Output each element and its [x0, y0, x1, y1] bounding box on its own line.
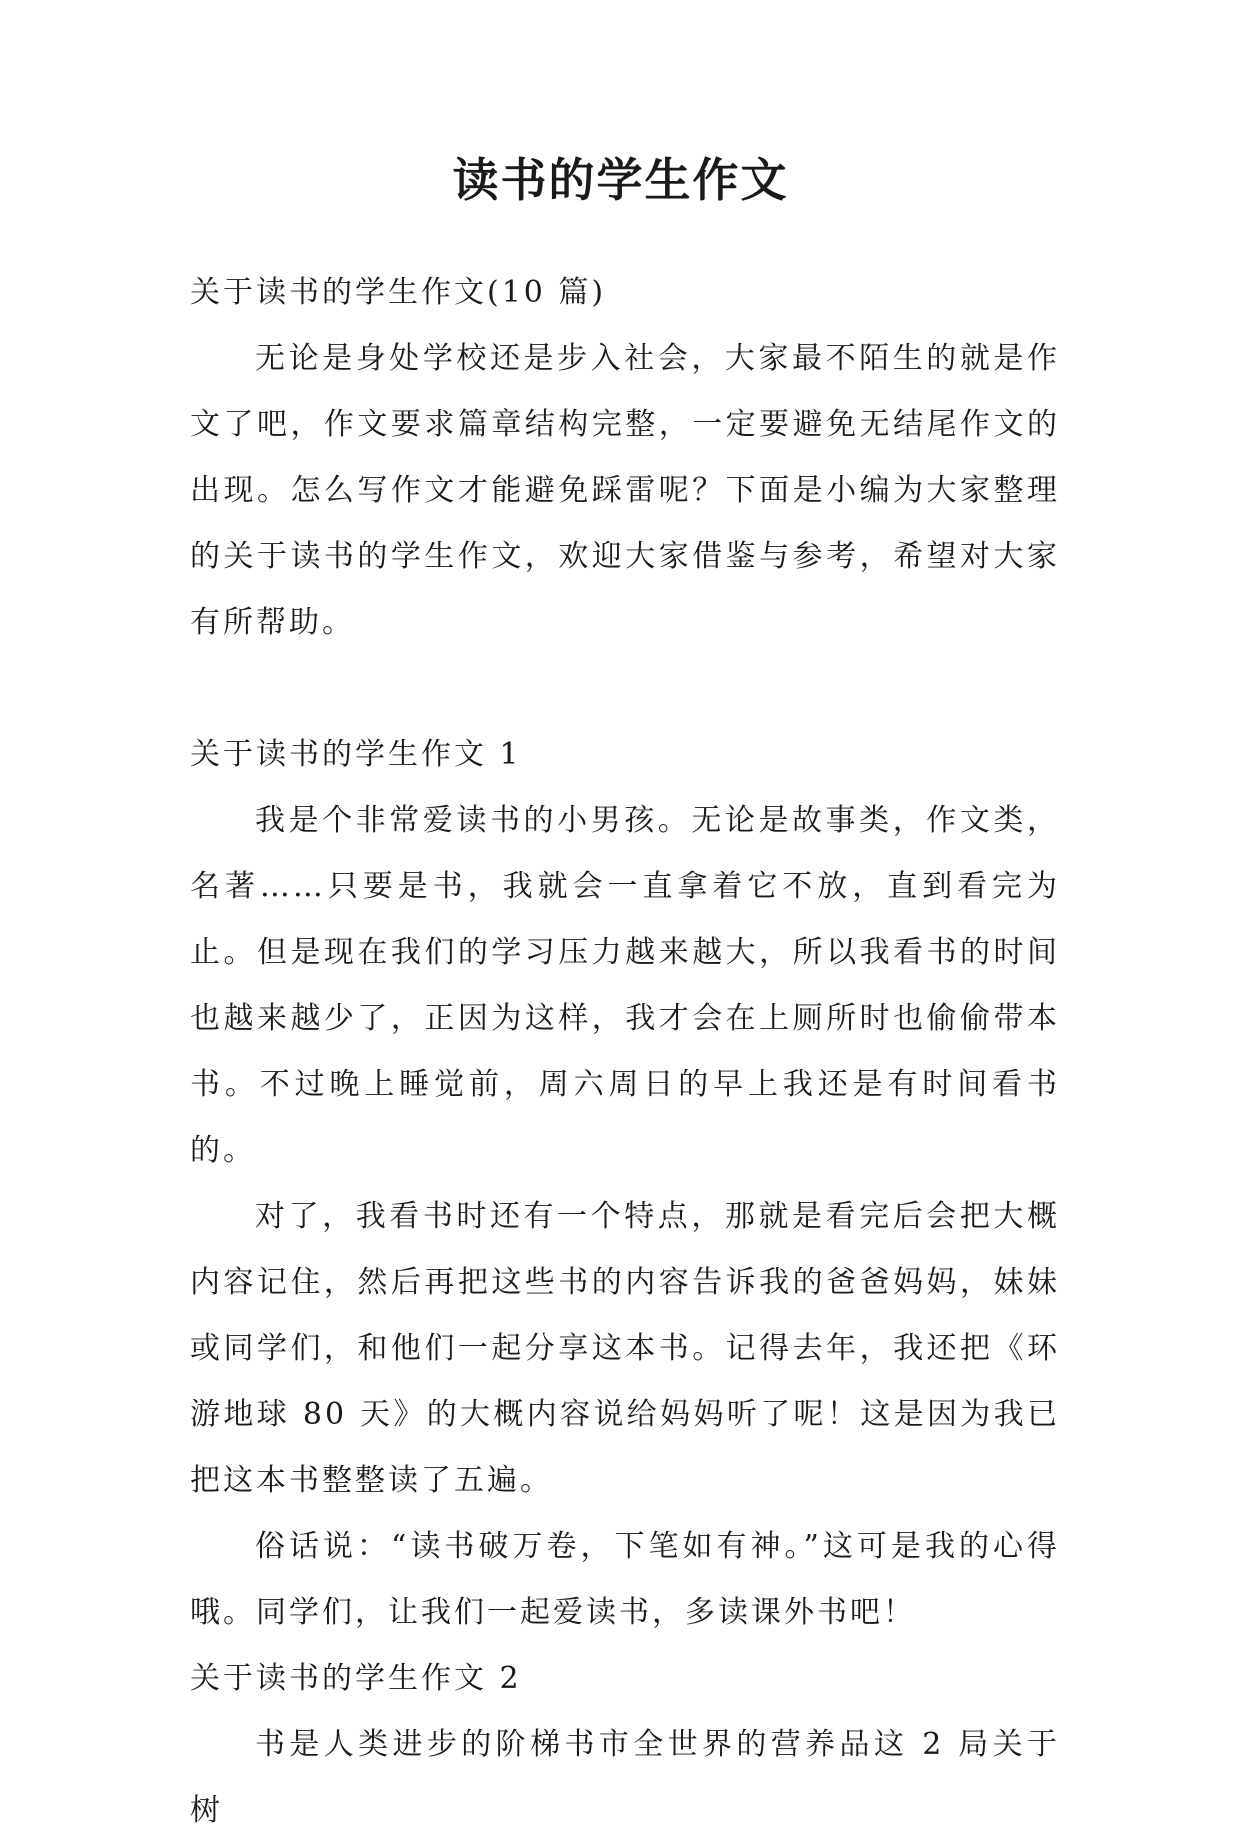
intro-paragraph: 无论是身处学校还是步入社会，大家最不陌生的就是作文了吧，作文要求篇章结构完整，一定要避免无结尾作文的出现。怎么写作文才能避免踩雷呢？下面是小编为大家整理的关于读书的学生作文，欢迎大家借鉴与参考，希望对大家有所帮助。 — [190, 341, 1060, 640]
document-title: 读书的学生作文 — [452, 153, 789, 207]
essay-1-paragraph-1: 我是个非常爱读书的小男孩。无论是故事类，作文类，名著……只要是书，我就会一直拿着它不放，直到看完为止。但是现在我们的学习压力越来越大，所以我看书的时间也越来越少了，正因为这样，我才会在上厕所时也偷偷带本书。不过晚上睡觉前，周六周日的早上我还是有时间看书的。 — [190, 803, 1060, 1168]
section-gap — [190, 656, 1060, 722]
intro-heading: 关于读书的学生作文(10 篇) — [190, 275, 607, 310]
essay-1-paragraph-3: 俗话说：“读书破万卷，下笔如有神。”这可是我的心得哦。同学们，让我们一起爱读书，多读课外书吧！ — [190, 1529, 1060, 1630]
document-body — [190, 260, 1060, 1844]
essay-2-paragraph-1: 书是人类进步的阶梯书市全世界的营养品这 2 局关于树 — [190, 1727, 1060, 1828]
essay-1-paragraph-2: 对了，我看书时还有一个特点，那就是看完后会把大概内容记住，然后再把这些书的内容告诉我的爸爸妈妈，妹妹或同学们，和他们一起分享这本书。记得去年，我还把《环游地球 80 天》的大概内容说给妈妈听了呢！这是因为我已把这本书整整读了五遍。 — [190, 1199, 1060, 1498]
essay-2-heading: 关于读书的学生作文 2 — [190, 1661, 522, 1696]
essay-1-heading: 关于读书的学生作文 1 — [190, 737, 522, 772]
